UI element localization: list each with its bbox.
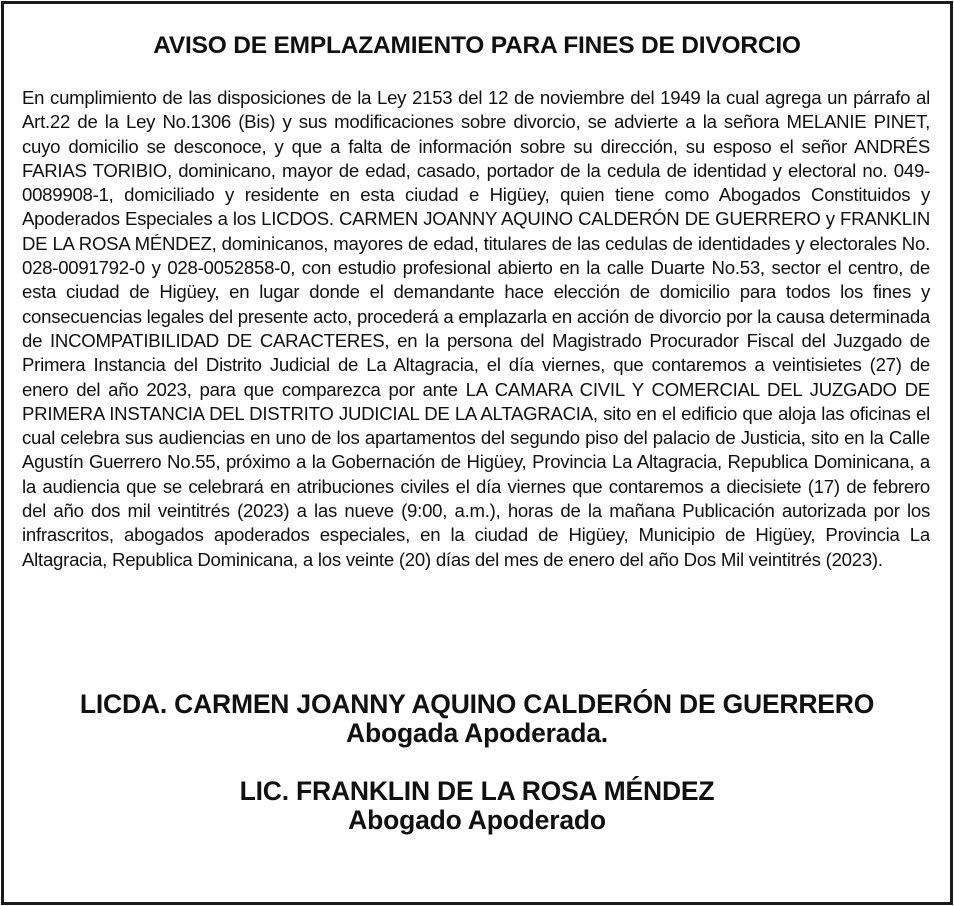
notice-title: AVISO DE EMPLAZAMIENTO PARA FINES DE DIVORCIO [153,32,801,59]
legal-notice [1,1,953,905]
notice-body: En cumplimiento de las disposiciones de la Ley 2153 del 12 de noviembre del 1949 la cual agrega un párrafo al Art.22 de la Ley No.1306 (Bis) y sus modificaciones sobre divorcio, se advierte a la señora MELANIE PINET, cuyo domicilio se desconoce, y que a falta de información sobre su dirección, su esposo el señor ANDRÉS FARIAS TORIBIO, dominicano, mayor de edad, casado, portador de la cedula de identidad y electoral no. 049-0089908-1, domiciliado y residente en esta ciudad e Higüey, quien tiene como Abogados Constituidos y Apoderados Especiales a los LICDOS. CARMEN JOANNY AQUINO CALDERÓN DE GUERRERO y FRANKLIN DE LA ROSA MÉNDEZ, dominicanos, mayores de edad, titulares de las cedulas de identidades y electorales No. 028-0091792-0 y 028-0052858-0, con estudio profesional abierto en la calle Duarte No.53, sector el centro, de esta ciudad de Higüey, en lugar donde el demandante hace elección de domicilio para todos los fines y consecuencias legales del presente acto, procederá a emplazarla en acción de divorcio por la causa determinada de INCOMPATIBILIDAD DE CARACTERES, en la persona del Magistrado Procurador Fiscal del Juzgado de Primera Instancia del Distrito Judicial de La Altagracia, el día viernes, que contaremos a veintisietes (27) de enero del año 2023, para que comparezca por ante LA CAMARA CIVIL Y COMERCIAL DEL JUZGADO DE PRIMERA INSTANCIA DEL DISTRITO JUDICIAL DE LA ALTAGRACIA, sito en el edificio que aloja las oficinas el cual celebra sus audiencias en uno de los apartamentos del segundo piso del palacio de Justicia, sito en la Calle Agustín Guerrero No.55, próximo a la Gobernación de Higüey, Provincia La Altagracia, Republica Dominicana, a la audiencia que se celebrará en atribuciones civiles el día viernes que contaremos a diecisiete (17) de febrero del año dos mil veintitrés (2023) a las nueve (9:00, a.m.), horas de la mañana Publicación autorizada por los infrascritos, abogados apoderados especiales, en la ciudad de Higüey, Municipio de Higüey, Provincia La Altagracia, Republica Dominicana, a los veinte (20) días del mes de enero del año Dos Mil veintitrés (2023). [22,87,930,570]
signature-block-franklin [4,777,950,835]
signatory-role: Abogado Apoderado [348,805,606,835]
signatory-role: Abogada Apoderada. [346,718,608,748]
signatory-name: LICDA. CARMEN JOANNY AQUINO CALDERÓN DE GUERRERO [79,689,875,719]
signature-block-carmen [4,690,950,748]
signatory-name: LIC. FRANKLIN DE LA ROSA MÉNDEZ [239,776,715,806]
